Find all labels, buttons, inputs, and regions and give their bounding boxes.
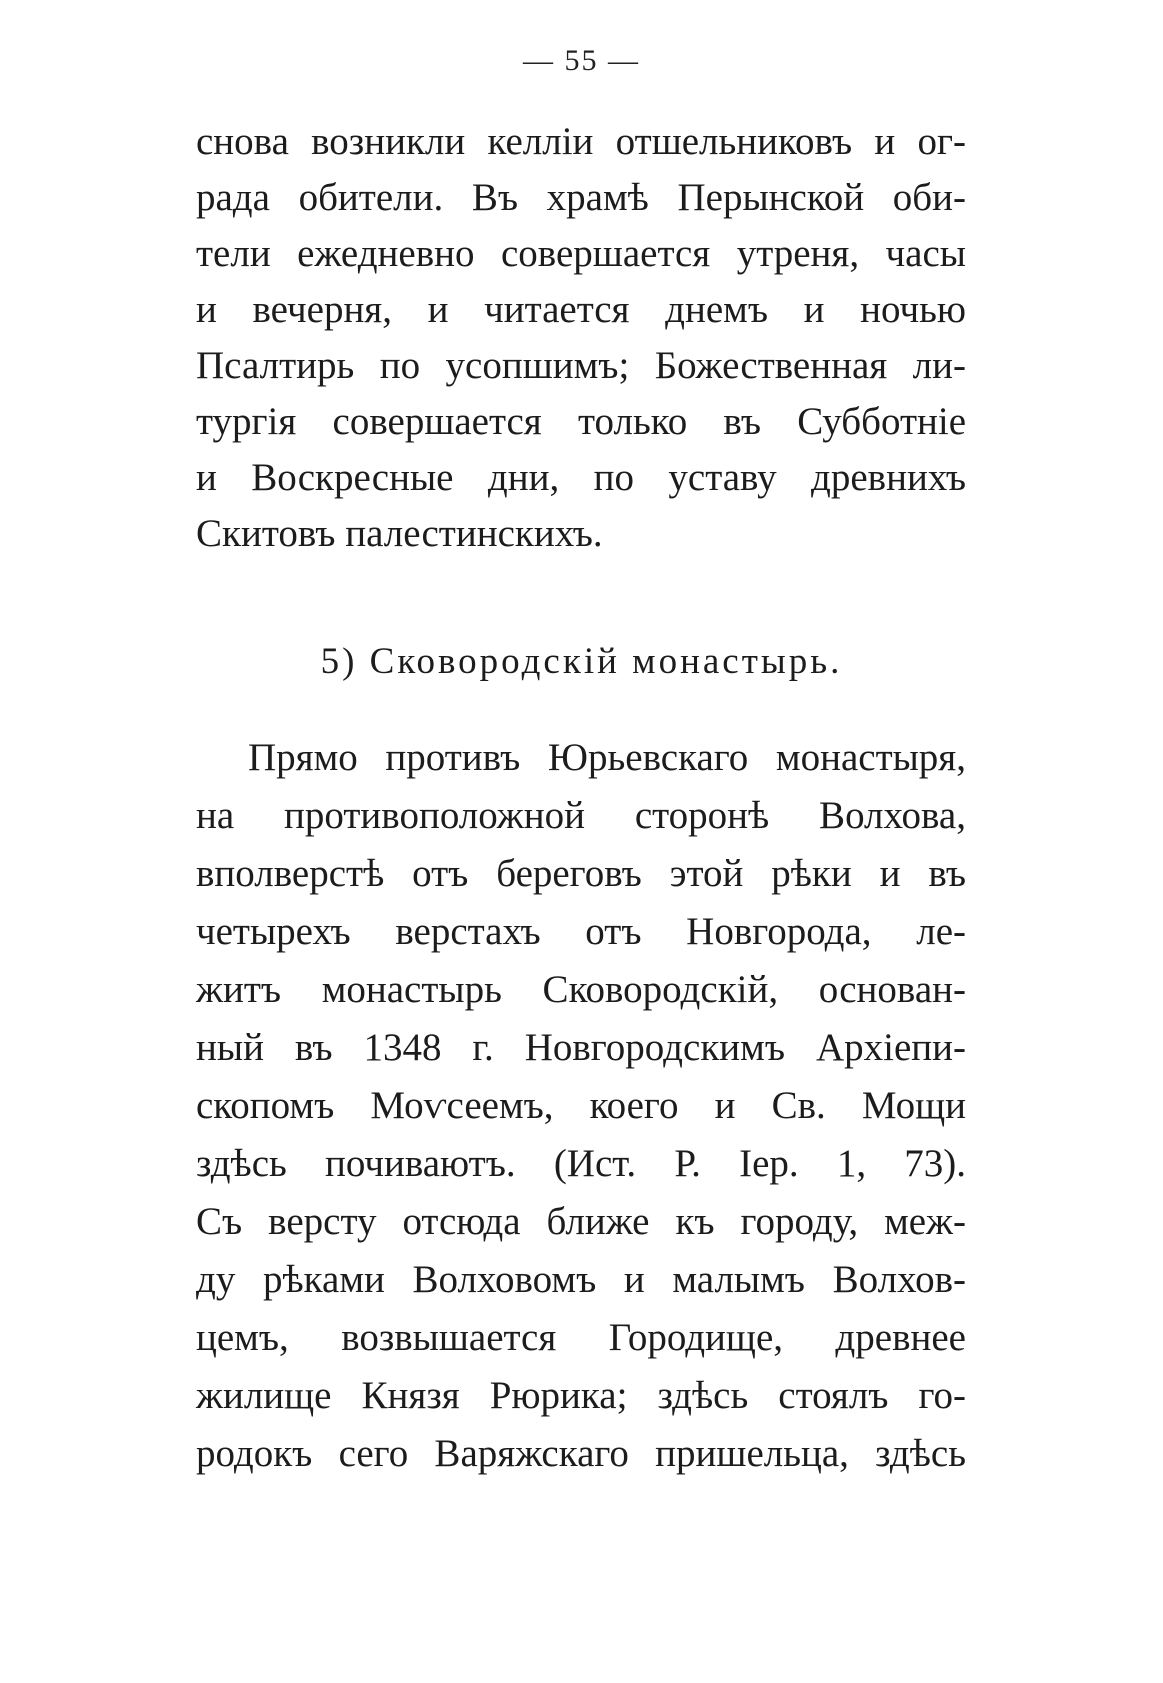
text-line: Скитовъ палестинскихъ.: [196, 512, 603, 555]
text-line: здѣсь почиваютъ. (Ист. Р. Іер. 1, 73).: [196, 1142, 966, 1185]
page-number: — 55 —: [523, 44, 640, 77]
text-line: Прямо противъ Юрьевскаго монастыря,: [248, 736, 966, 779]
section-heading: 5) Сковородскій монастырь.: [320, 641, 843, 682]
text-line: тургія совершается только въ Субботніе: [196, 400, 966, 443]
text-line: снова возникли келліи отшельниковъ и ог-: [196, 120, 966, 163]
text-line: на противоположной сторонѣ Волхова,: [196, 794, 966, 837]
text-line: ный въ 1348 г. Новгородскимъ Архіепи-: [196, 1026, 966, 1069]
text-line: тели ежедневно совершается утреня, часы: [196, 232, 966, 275]
text-line: четырехъ верстахъ отъ Новгорода, ле-: [196, 910, 966, 953]
text-line: скопомъ Моѵсеемъ, коего и Св. Мощи: [196, 1084, 966, 1127]
text-line: жилище Князя Рюрика; здѣсь стоялъ го-: [196, 1374, 966, 1417]
text-line: рада обители. Въ храмѣ Перынской оби-: [196, 176, 966, 219]
text-line: ду рѣками Волховомъ и малымъ Волхов-: [196, 1258, 966, 1301]
text-line: и вечерня, и читается днемъ и ночью: [196, 288, 966, 331]
text-line: вполверстѣ отъ береговъ этой рѣки и въ: [196, 852, 966, 895]
text-line: цемъ, возвышается Городище, древнее: [196, 1316, 966, 1359]
text-line: Съ версту отсюда ближе къ городу, меж-: [196, 1200, 966, 1243]
text-line: житъ монастырь Сковородскій, основан-: [196, 968, 966, 1011]
text-line: Псалтирь по усопшимъ; Божественная ли-: [196, 344, 966, 387]
text-line: родокъ сего Варяжскаго пришельца, здѣсь: [196, 1432, 966, 1475]
text-line: и Воскресные дни, по уставу древнихъ: [196, 456, 966, 499]
